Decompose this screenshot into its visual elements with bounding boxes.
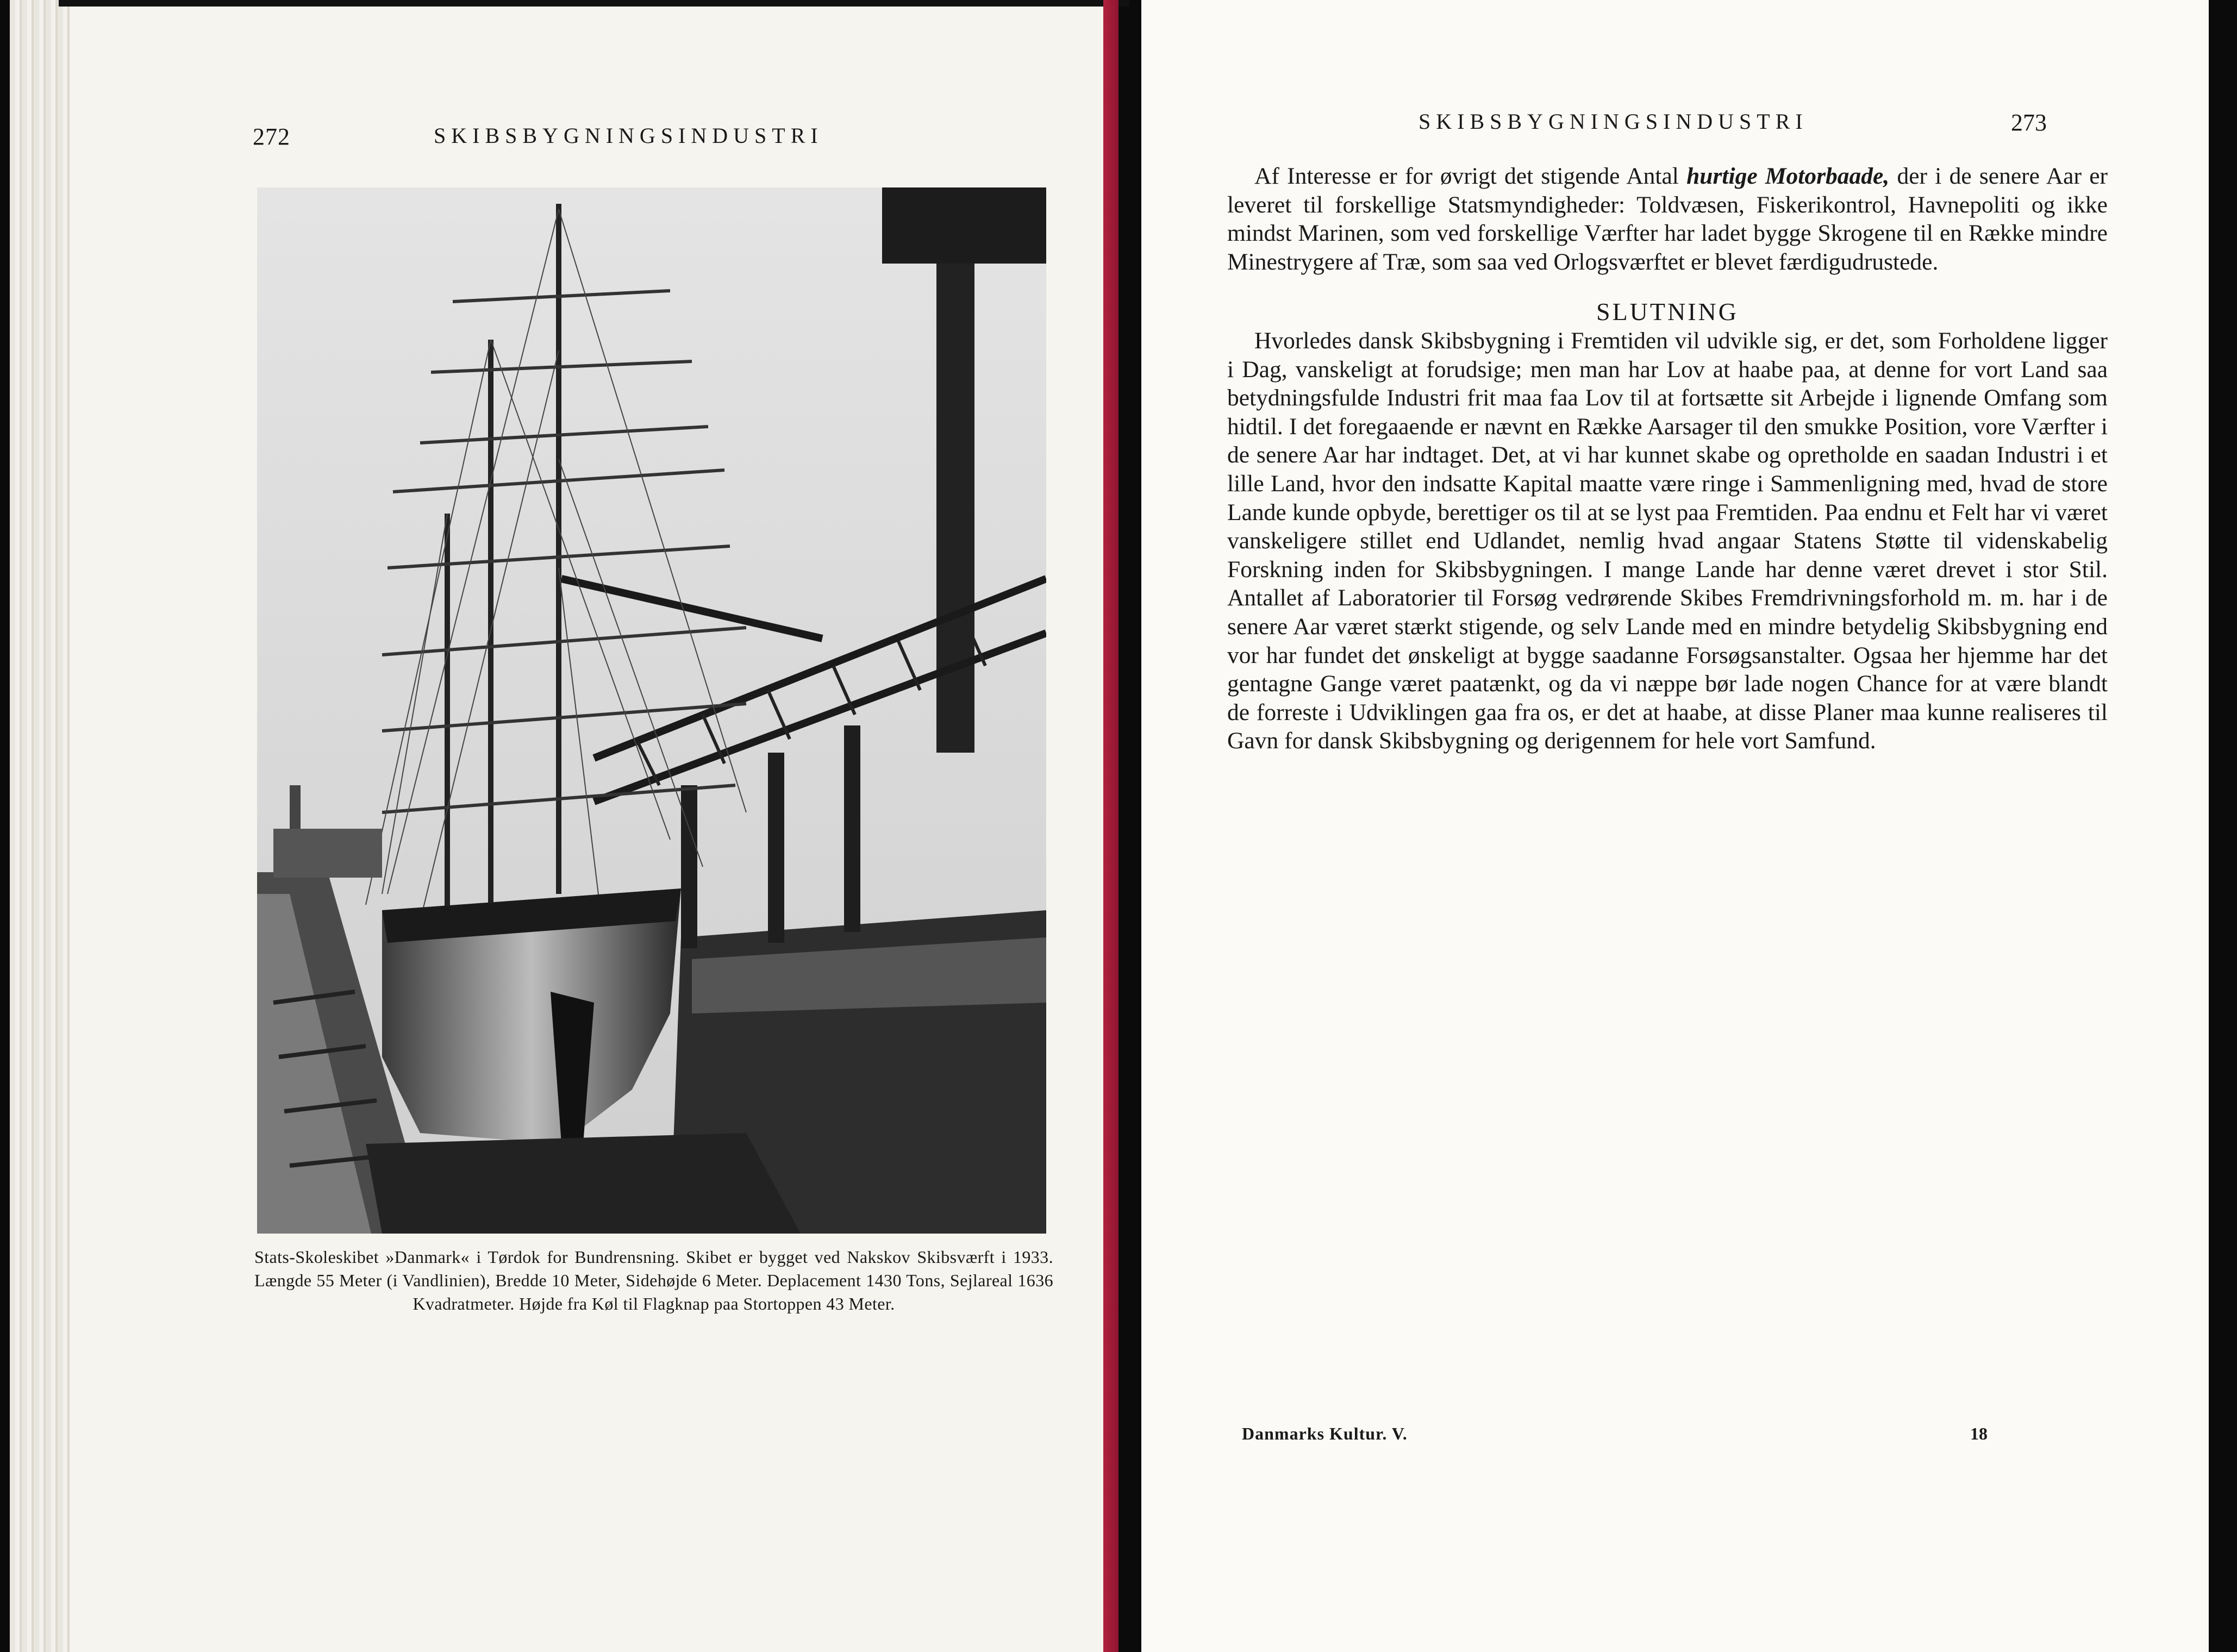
tall-ship-drydock-photo-icon: [257, 187, 1046, 1234]
page-edges: [10, 0, 70, 1652]
paragraph-text: der i de senere Aar er leveret til forskellige Statsmyndigheder: Toldvæsen, Fiskerikontrol, Havnepoliti og ikke mindst Marinen, som ved forskellige Værfter har ladet bygge Skrogene til en Række mindre Minestrygere af Træ, som saa ved Orlogsværftet er blevet færdigudrustede.: [1227, 163, 2108, 275]
emphasis-text: hurtige Motorbaade,: [1686, 163, 1890, 189]
running-head-right: SKIBSBYGNINGSINDUSTRI: [1419, 109, 1808, 134]
section-heading: SLUTNING: [1596, 298, 1739, 326]
right-page: [1141, 0, 2223, 1652]
body-text: [1227, 162, 2108, 755]
paragraph-conclusion: Hvorledes dansk Skibsbygning i Fremtiden vil udvikle sig, er det, som Forholdene ligger i Dag, vanskeligt at forudsige; men man har Lov at haabe paa, at denne for vort Land saa betydningsfulde Industri frit maa faa Lov til at fortsætte sit Arbejde i lignende Omfang som hidtil. I det foregaaende er nævnt en Række Aarsager til den smukke Position, vore Værfter i de senere Aar har indtaget. Det, at vi har kunnet skabe og opretholde en saadan Industri i et lille Land, hvor den indsatte Kapital maatte være ringe i Sammenligning med, hvad de store Lande kunde opbyde, berettiger os til at se lyst paa Fremtiden. Paa endnu et Felt har vi været vanskeligere stillet end Udlandet, nemlig hvad angaar Statens Støtte til videnskabelig Forskning inden for Skibsbygningen. I mange Lande har denne været drevet i stor Stil. Antallet af Laboratorier til Forsøg vedrørende Skibes Fremdrivningsforhold m. m. har i de senere Aar været stærkt stigende, og selv Lande med en mindre betydelig Skibsbygning end vor har fundet det ønskeligt at bygge saadanne Forsøgsanstalter. Ogsaa her hjemme har det gentagne Gange været paatænkt, og da vi næppe bør lade nogen Chance for at være blandt de forreste i Udviklingen gaa fra os, er det at haabe, at disse Planer maa kunne realiseres til Gavn for dansk Skibsbygning og derigennem for hele vort Samfund.: [1227, 327, 2108, 754]
right-edge: [2209, 0, 2223, 1652]
page-number-left: 272: [253, 123, 290, 150]
left-page: [10, 0, 1118, 1652]
ship-photo: [257, 187, 1046, 1234]
top-edge: [59, 0, 1129, 7]
page-number-right: 273: [2011, 109, 2047, 136]
running-head-left: SKIBSBYGNINGSINDUSTRI: [434, 123, 823, 148]
paragraph-text: Af Interesse er for øvrigt det stigende Antal: [1254, 163, 1687, 189]
footer-title: Danmarks Kultur. V.: [1242, 1424, 1408, 1443]
photo-caption: Stats-Skoleskibet »Danmark« i Tørdok for Bundrensning. Skibet er bygget ved Nakskov Skibsværft i 1933. Længde 55 Meter (i Vandlinien), Bredde 10 Meter, Sidehøjde 6 Meter. Deplacement 1430 Tons, Sejlareal 1636 Kvadratmeter. Højde fra Køl til Flagknap paa Stortoppen 43 Meter.: [254, 1247, 1053, 1313]
paragraph-motorboats: [1227, 162, 2108, 276]
signature-mark: 18: [1970, 1424, 1988, 1443]
book-spine: [1103, 0, 1118, 1652]
